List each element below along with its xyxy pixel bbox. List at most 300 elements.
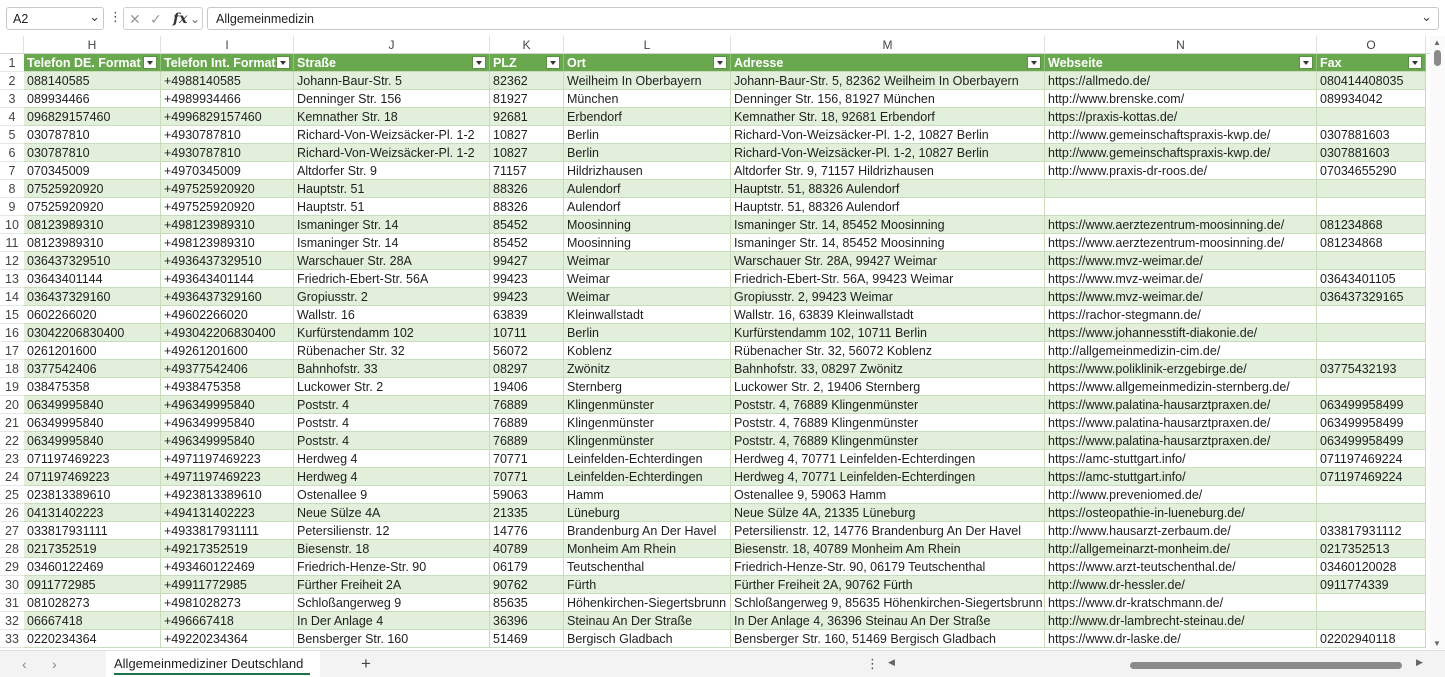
column-header-n[interactable]: N [1045,36,1317,54]
formula-input[interactable] [207,7,1439,30]
row-header[interactable]: 5 [0,126,24,144]
table-cell[interactable]: Poststr. 4, 76889 Klingenmünster [731,414,1045,432]
table-cell[interactable]: Poststr. 4 [294,414,490,432]
table-cell[interactable]: 99423 [490,288,564,306]
table-cell[interactable]: http://allgemeinmedizin-cim.de/ [1045,342,1317,360]
table-cell[interactable]: Fürther Freiheit 2A, 90762 Fürth [731,576,1045,594]
prev-sheet-icon[interactable]: ‹ [22,656,27,672]
cancel-icon[interactable]: ✕ [129,11,141,27]
table-cell[interactable]: 07525920920 [24,198,161,216]
table-cell[interactable]: +496667418 [161,612,294,630]
table-cell[interactable]: In Der Anlage 4, 36396 Steinau An Der Straße [731,612,1045,630]
table-cell[interactable]: 023813389610 [24,486,161,504]
table-cell[interactable]: https://www.dr-laske.de/ [1045,630,1317,648]
row-header[interactable]: 6 [0,144,24,162]
table-cell[interactable]: Fürther Freiheit 2A [294,576,490,594]
table-cell[interactable]: +4923813389610 [161,486,294,504]
table-cell[interactable]: In Der Anlage 4 [294,612,490,630]
scroll-up-icon[interactable]: ▲ [1433,38,1441,47]
table-cell[interactable]: https://www.mvz-weimar.de/ [1045,252,1317,270]
row-header[interactable]: 30 [0,576,24,594]
table-cell[interactable]: Steinau An Der Straße [564,612,731,630]
column-title[interactable] [1045,54,1317,72]
row-header[interactable]: 8 [0,180,24,198]
table-cell[interactable]: 0307881603 [1317,144,1426,162]
table-cell[interactable]: Brandenburg An Der Havel [564,522,731,540]
table-cell[interactable] [1317,108,1426,126]
table-cell[interactable]: 038475358 [24,378,161,396]
row-header[interactable]: 19 [0,378,24,396]
table-cell[interactable]: 76889 [490,414,564,432]
row-header[interactable]: 4 [0,108,24,126]
table-cell[interactable]: +498123989310 [161,216,294,234]
table-cell[interactable]: 70771 [490,450,564,468]
table-cell[interactable]: Weilheim In Oberbayern [564,72,731,90]
table-cell[interactable]: Richard-Von-Weizsäcker-Pl. 1-2, 10827 Berlin [731,126,1045,144]
table-cell[interactable]: +497525920920 [161,180,294,198]
table-cell[interactable]: Herdweg 4, 70771 Leinfelden-Echterdingen [731,450,1045,468]
row-header[interactable]: 17 [0,342,24,360]
table-cell[interactable]: https://www.aerztezentrum-moosinning.de/ [1045,216,1317,234]
table-cell[interactable]: Luckower Str. 2 [294,378,490,396]
table-cell[interactable]: 080414408035 [1317,72,1426,90]
table-cell[interactable]: Ismaninger Str. 14 [294,234,490,252]
table-cell[interactable]: Warschauer Str. 28A [294,252,490,270]
table-cell[interactable]: Poststr. 4, 76889 Klingenmünster [731,396,1045,414]
table-cell[interactable]: Kleinwallstadt [564,306,731,324]
column-title[interactable] [1317,54,1426,72]
table-cell[interactable]: https://amc-stuttgart.info/ [1045,450,1317,468]
table-cell[interactable]: Berlin [564,144,731,162]
table-cell[interactable]: https://rachor-stegmann.de/ [1045,306,1317,324]
table-cell[interactable]: +4933817931111 [161,522,294,540]
table-cell[interactable]: 03643401105 [1317,270,1426,288]
table-cell[interactable]: 088140585 [24,72,161,90]
table-cell[interactable]: +49602266020 [161,306,294,324]
table-cell[interactable]: https://www.dr-kratschmann.de/ [1045,594,1317,612]
table-cell[interactable]: Ismaninger Str. 14, 85452 Moosinning [731,234,1045,252]
table-cell[interactable]: http://allgemeinarzt-monheim.de/ [1045,540,1317,558]
table-cell[interactable]: +49377542406 [161,360,294,378]
row-header[interactable]: 28 [0,540,24,558]
chevron-down-icon[interactable]: ⌄ [190,12,201,26]
table-cell[interactable]: +4971197469223 [161,468,294,486]
table-cell[interactable]: Richard-Von-Weizsäcker-Pl. 1-2 [294,126,490,144]
table-cell[interactable]: Herdweg 4 [294,468,490,486]
table-cell[interactable]: 88326 [490,198,564,216]
table-cell[interactable]: http://www.hausarzt-zerbaum.de/ [1045,522,1317,540]
table-cell[interactable]: Johann-Baur-Str. 5, 82362 Weilheim In Oberbayern [731,72,1045,90]
table-cell[interactable]: Leinfelden-Echterdingen [564,450,731,468]
table-cell[interactable]: 88326 [490,180,564,198]
row-header[interactable]: 15 [0,306,24,324]
scrollbar-thumb[interactable] [1434,50,1441,66]
table-cell[interactable]: http://www.preveniomed.de/ [1045,486,1317,504]
table-cell[interactable]: 85452 [490,216,564,234]
column-title[interactable] [161,54,294,72]
table-cell[interactable]: 030787810 [24,126,161,144]
row-header[interactable]: 22 [0,432,24,450]
table-cell[interactable] [1317,180,1426,198]
table-cell[interactable]: https://allmedo.de/ [1045,72,1317,90]
table-cell[interactable]: 0261201600 [24,342,161,360]
table-cell[interactable]: Hauptstr. 51, 88326 Aulendorf [731,198,1045,216]
table-cell[interactable]: 089934466 [24,90,161,108]
table-cell[interactable]: 036437329165 [1317,288,1426,306]
table-cell[interactable]: Neue Sülze 4A, 21335 Lüneburg [731,504,1045,522]
table-cell[interactable] [1317,198,1426,216]
table-cell[interactable]: +496349995840 [161,396,294,414]
table-cell[interactable]: Biesenstr. 18, 40789 Monheim Am Rhein [731,540,1045,558]
table-cell[interactable]: +498123989310 [161,234,294,252]
table-cell[interactable]: Poststr. 4, 76889 Klingenmünster [731,432,1045,450]
more-options-icon[interactable]: ⋮ [109,9,122,24]
table-cell[interactable]: 85635 [490,594,564,612]
table-cell[interactable]: Altdorfer Str. 9 [294,162,490,180]
table-cell[interactable]: +49261201600 [161,342,294,360]
table-cell[interactable]: https://www.palatina-hausarztpraxen.de/ [1045,414,1317,432]
table-cell[interactable]: Friedrich-Henze-Str. 90, 06179 Teutschenthal [731,558,1045,576]
filter-dropdown-icon[interactable] [472,56,486,69]
table-cell[interactable]: Sternberg [564,378,731,396]
table-cell[interactable]: Rübenacher Str. 32, 56072 Koblenz [731,342,1045,360]
row-header[interactable]: 11 [0,234,24,252]
table-cell[interactable]: Hildrizhausen [564,162,731,180]
table-cell[interactable]: +4936437329160 [161,288,294,306]
column-header-l[interactable]: L [564,36,731,54]
spreadsheet-grid[interactable] [0,36,1445,650]
add-sheet-button[interactable]: + [361,654,371,673]
row-header[interactable]: 26 [0,504,24,522]
table-cell[interactable]: 99423 [490,270,564,288]
table-cell[interactable]: Rübenacher Str. 32 [294,342,490,360]
table-cell[interactable]: Bahnhofstr. 33, 08297 Zwönitz [731,360,1045,378]
table-cell[interactable] [1317,594,1426,612]
table-cell[interactable]: Klingenmünster [564,432,731,450]
table-cell[interactable]: +4936437329510 [161,252,294,270]
table-cell[interactable]: Warschauer Str. 28A, 99427 Weimar [731,252,1045,270]
row-header[interactable]: 29 [0,558,24,576]
table-cell[interactable]: Friedrich-Ebert-Str. 56A [294,270,490,288]
table-cell[interactable]: 92681 [490,108,564,126]
table-cell[interactable]: Klingenmünster [564,414,731,432]
table-cell[interactable]: Koblenz [564,342,731,360]
table-cell[interactable]: Bahnhofstr. 33 [294,360,490,378]
row-header[interactable]: 7 [0,162,24,180]
table-cell[interactable]: 081234868 [1317,234,1426,252]
table-cell[interactable]: Höhenkirchen-Siegertsbrunn [564,594,731,612]
table-cell[interactable]: 07525920920 [24,180,161,198]
filter-dropdown-icon[interactable] [546,56,560,69]
column-title[interactable] [490,54,564,72]
column-title[interactable] [564,54,731,72]
column-header-h[interactable]: H [24,36,161,54]
table-cell[interactable]: Richard-Von-Weizsäcker-Pl. 1-2 [294,144,490,162]
table-cell[interactable]: 0220234364 [24,630,161,648]
column-title[interactable] [731,54,1045,72]
table-cell[interactable]: +493042206830400 [161,324,294,342]
table-cell[interactable]: 03460120028 [1317,558,1426,576]
table-cell[interactable]: 19406 [490,378,564,396]
table-cell[interactable]: http://www.dr-hessler.de/ [1045,576,1317,594]
table-cell[interactable]: Moosinning [564,234,731,252]
table-cell[interactable]: Kurfürstendamm 102, 10711 Berlin [731,324,1045,342]
table-cell[interactable]: https://www.poliklinik-erzgebirge.de/ [1045,360,1317,378]
table-cell[interactable]: Fürth [564,576,731,594]
column-title[interactable] [24,54,161,72]
table-cell[interactable]: Gropiusstr. 2, 99423 Weimar [731,288,1045,306]
table-cell[interactable]: 08123989310 [24,234,161,252]
table-cell[interactable] [1317,306,1426,324]
table-cell[interactable]: http://www.dr-lambrecht-steinau.de/ [1045,612,1317,630]
table-cell[interactable] [1045,180,1317,198]
table-cell[interactable]: Altdorfer Str. 9, 71157 Hildrizhausen [731,162,1045,180]
row-header[interactable]: 18 [0,360,24,378]
table-cell[interactable]: Wallstr. 16 [294,306,490,324]
column-header-o[interactable]: O [1317,36,1426,54]
table-cell[interactable]: 10711 [490,324,564,342]
table-cell[interactable]: Ostenallee 9 [294,486,490,504]
next-sheet-icon[interactable]: › [52,656,57,672]
table-cell[interactable]: 063499958499 [1317,396,1426,414]
table-cell[interactable] [1045,198,1317,216]
table-cell[interactable]: Berlin [564,126,731,144]
table-cell[interactable]: 76889 [490,396,564,414]
table-cell[interactable]: 06179 [490,558,564,576]
table-cell[interactable]: +4996829157460 [161,108,294,126]
filter-dropdown-icon[interactable] [1027,56,1041,69]
table-cell[interactable]: 0911774339 [1317,576,1426,594]
table-cell[interactable]: 036437329510 [24,252,161,270]
table-cell[interactable]: Ostenallee 9, 59063 Hamm [731,486,1045,504]
table-cell[interactable]: Weimar [564,288,731,306]
row-header[interactable]: 2 [0,72,24,90]
table-cell[interactable]: Wallstr. 16, 63839 Kleinwallstadt [731,306,1045,324]
filter-dropdown-icon[interactable] [713,56,727,69]
table-cell[interactable]: http://www.gemeinschaftspraxis-kwp.de/ [1045,144,1317,162]
table-cell[interactable]: 10827 [490,144,564,162]
table-cell[interactable]: Bergisch Gladbach [564,630,731,648]
table-cell[interactable]: +493460122469 [161,558,294,576]
row-header[interactable]: 20 [0,396,24,414]
table-cell[interactable]: 070345009 [24,162,161,180]
table-cell[interactable]: Weimar [564,252,731,270]
table-cell[interactable]: 08123989310 [24,216,161,234]
table-cell[interactable]: Klingenmünster [564,396,731,414]
row-header[interactable]: 16 [0,324,24,342]
filter-dropdown-icon[interactable] [276,56,290,69]
horizontal-scrollbar-thumb[interactable] [1130,662,1402,669]
table-cell[interactable]: http://www.gemeinschaftspraxis-kwp.de/ [1045,126,1317,144]
table-cell[interactable]: Petersilienstr. 12 [294,522,490,540]
table-cell[interactable]: Friedrich-Henze-Str. 90 [294,558,490,576]
table-cell[interactable]: +4970345009 [161,162,294,180]
table-cell[interactable]: +4938475358 [161,378,294,396]
table-cell[interactable]: https://www.mvz-weimar.de/ [1045,270,1317,288]
table-cell[interactable]: 096829157460 [24,108,161,126]
table-cell[interactable]: https://www.allgemeinmedizin-sternberg.de/ [1045,378,1317,396]
table-cell[interactable]: 71157 [490,162,564,180]
row-header[interactable]: 23 [0,450,24,468]
insert-function-button[interactable]: fx [173,11,188,27]
table-cell[interactable]: 36396 [490,612,564,630]
scroll-down-icon[interactable]: ▼ [1433,639,1441,648]
name-box[interactable] [6,7,104,30]
column-header-i[interactable]: I [161,36,294,54]
table-cell[interactable]: +49217352519 [161,540,294,558]
table-cell[interactable]: 90762 [490,576,564,594]
column-header-k[interactable]: K [490,36,564,54]
table-cell[interactable]: Bensberger Str. 160 [294,630,490,648]
table-cell[interactable]: Poststr. 4 [294,396,490,414]
table-cell[interactable]: 59063 [490,486,564,504]
table-cell[interactable]: 03460122469 [24,558,161,576]
confirm-icon[interactable]: ✓ [150,11,162,27]
row-header[interactable]: 13 [0,270,24,288]
table-cell[interactable]: 63839 [490,306,564,324]
table-cell[interactable]: https://osteopathie-in-lueneburg.de/ [1045,504,1317,522]
table-cell[interactable]: 76889 [490,432,564,450]
table-cell[interactable]: 033817931111 [24,522,161,540]
table-cell[interactable]: Aulendorf [564,198,731,216]
table-cell[interactable]: 99427 [490,252,564,270]
table-cell[interactable]: Teutschenthal [564,558,731,576]
row-header[interactable]: 9 [0,198,24,216]
vertical-scrollbar[interactable] [1430,36,1445,650]
table-cell[interactable]: 06667418 [24,612,161,630]
table-cell[interactable]: 03042206830400 [24,324,161,342]
row-header[interactable]: 24 [0,468,24,486]
table-cell[interactable]: http://www.brenske.com/ [1045,90,1317,108]
table-cell[interactable]: Denninger Str. 156 [294,90,490,108]
table-cell[interactable]: 0602266020 [24,306,161,324]
table-cell[interactable]: 14776 [490,522,564,540]
table-cell[interactable]: 071197469223 [24,450,161,468]
column-header-m[interactable]: M [731,36,1045,54]
table-cell[interactable]: +49911772985 [161,576,294,594]
row-header[interactable]: 3 [0,90,24,108]
table-cell[interactable]: 0377542406 [24,360,161,378]
row-header[interactable]: 12 [0,252,24,270]
table-cell[interactable]: https://www.palatina-hausarztpraxen.de/ [1045,396,1317,414]
table-cell[interactable]: 0217352519 [24,540,161,558]
table-cell[interactable]: 02202940118 [1317,630,1426,648]
table-cell[interactable]: 089934042 [1317,90,1426,108]
table-cell[interactable]: 036437329160 [24,288,161,306]
table-cell[interactable]: 03775432193 [1317,360,1426,378]
table-cell[interactable]: Leinfelden-Echterdingen [564,468,731,486]
table-cell[interactable]: +4988140585 [161,72,294,90]
filter-dropdown-icon[interactable] [143,56,157,69]
table-cell[interactable]: 081028273 [24,594,161,612]
table-cell[interactable]: Hauptstr. 51 [294,180,490,198]
table-cell[interactable]: Luckower Str. 2, 19406 Sternberg [731,378,1045,396]
chevron-down-icon[interactable]: ⌄ [89,9,100,24]
table-cell[interactable]: Hauptstr. 51, 88326 Aulendorf [731,180,1045,198]
table-cell[interactable]: Aulendorf [564,180,731,198]
table-cell[interactable]: https://amc-stuttgart.info/ [1045,468,1317,486]
more-options-icon[interactable]: ⋮ [866,656,879,671]
table-cell[interactable]: Bensberger Str. 160, 51469 Bergisch Gladbach [731,630,1045,648]
scroll-left-icon[interactable]: ◀ [888,657,895,667]
row-header[interactable]: 32 [0,612,24,630]
table-cell[interactable]: http://www.praxis-dr-roos.de/ [1045,162,1317,180]
table-cell[interactable]: Ismaninger Str. 14, 85452 Moosinning [731,216,1045,234]
table-cell[interactable]: Berlin [564,324,731,342]
row-header[interactable]: 31 [0,594,24,612]
sheet-tab-active[interactable] [106,651,320,677]
table-cell[interactable]: +4981028273 [161,594,294,612]
table-cell[interactable]: +496349995840 [161,432,294,450]
table-cell[interactable]: +493643401144 [161,270,294,288]
table-cell[interactable]: 071197469223 [24,468,161,486]
table-cell[interactable]: 81927 [490,90,564,108]
table-cell[interactable]: 56072 [490,342,564,360]
filter-dropdown-icon[interactable] [1299,56,1313,69]
table-cell[interactable]: 08297 [490,360,564,378]
table-cell[interactable]: https://praxis-kottas.de/ [1045,108,1317,126]
table-cell[interactable]: 081234868 [1317,216,1426,234]
table-cell[interactable]: Schloßangerweg 9, 85635 Höhenkirchen-Siegertsbrunn [731,594,1045,612]
table-cell[interactable] [1317,378,1426,396]
table-cell[interactable]: Erbendorf [564,108,731,126]
table-cell[interactable]: 063499958499 [1317,432,1426,450]
table-cell[interactable]: Kurfürstendamm 102 [294,324,490,342]
table-cell[interactable]: 06349995840 [24,396,161,414]
table-cell[interactable]: Lüneburg [564,504,731,522]
table-cell[interactable] [1317,252,1426,270]
table-cell[interactable]: 033817931112 [1317,522,1426,540]
row-header[interactable]: 1 [0,54,24,72]
table-cell[interactable]: 07034655290 [1317,162,1426,180]
filter-dropdown-icon[interactable] [1408,56,1422,69]
table-cell[interactable]: 0217352513 [1317,540,1426,558]
table-cell[interactable]: Kemnather Str. 18, 92681 Erbendorf [731,108,1045,126]
table-cell[interactable]: 0911772985 [24,576,161,594]
table-cell[interactable]: Herdweg 4 [294,450,490,468]
expand-formula-icon[interactable]: ⌄ [1421,9,1432,24]
row-header[interactable]: 25 [0,486,24,504]
table-cell[interactable]: 0307881603 [1317,126,1426,144]
table-cell[interactable]: 03643401144 [24,270,161,288]
table-cell[interactable]: Moosinning [564,216,731,234]
table-cell[interactable]: 51469 [490,630,564,648]
table-cell[interactable]: 40789 [490,540,564,558]
table-cell[interactable]: +496349995840 [161,414,294,432]
row-header[interactable]: 10 [0,216,24,234]
table-cell[interactable]: +4930787810 [161,126,294,144]
row-header[interactable]: 33 [0,630,24,648]
table-cell[interactable]: 06349995840 [24,432,161,450]
table-cell[interactable]: Johann-Baur-Str. 5 [294,72,490,90]
column-title[interactable] [294,54,490,72]
table-cell[interactable]: 70771 [490,468,564,486]
table-cell[interactable]: +494131402223 [161,504,294,522]
table-cell[interactable] [1317,486,1426,504]
table-cell[interactable]: 82362 [490,72,564,90]
table-cell[interactable]: 071197469224 [1317,450,1426,468]
row-header[interactable]: 21 [0,414,24,432]
table-cell[interactable]: Poststr. 4 [294,432,490,450]
table-cell[interactable]: München [564,90,731,108]
scroll-right-icon[interactable]: ▶ [1416,657,1423,667]
table-cell[interactable]: 85452 [490,234,564,252]
table-cell[interactable]: Biesenstr. 18 [294,540,490,558]
table-cell[interactable]: Ismaninger Str. 14 [294,216,490,234]
table-cell[interactable]: 06349995840 [24,414,161,432]
table-cell[interactable]: Hamm [564,486,731,504]
table-cell[interactable]: Friedrich-Ebert-Str. 56A, 99423 Weimar [731,270,1045,288]
